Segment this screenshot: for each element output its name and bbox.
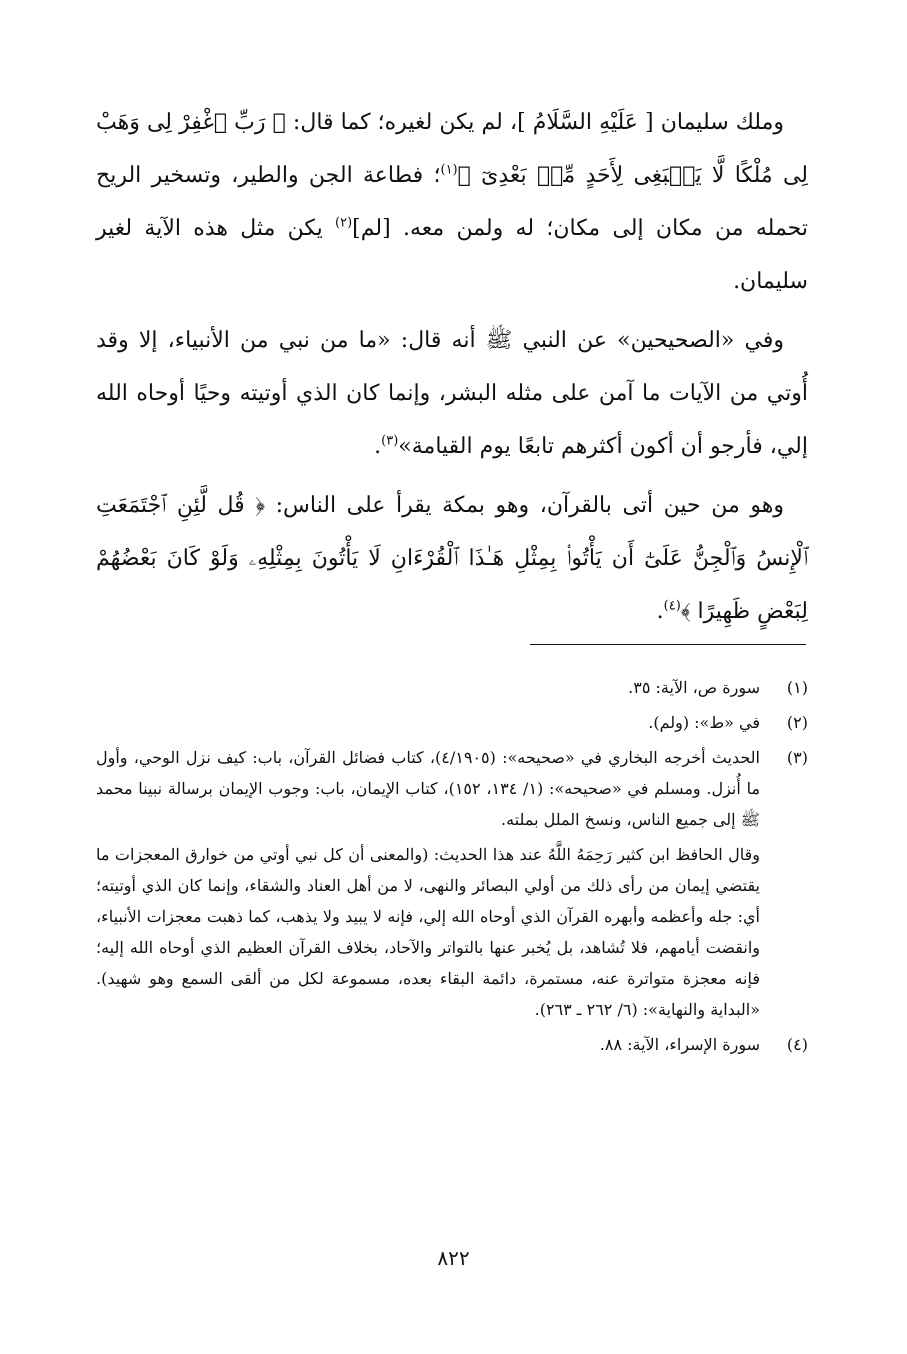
footnote-text: في «ط»: (ولم). [648,713,760,732]
footnote-ref: (١) [440,162,458,178]
footnote-text: الحديث أخرجه البخاري في «صحيحه»: (٤/١٩٠٥)، كتاب فضائل القرآن، باب: كيف نزل الوحي، وأول ما أُنزل. ومسلم في «صحيحه»: (١/ ١٣٤، ١٥٢)، كتاب الإيمان، باب: وجوب الإيمان برسالة نبينا محمد ﷺ إلى جميع الناس، ونسخ الملل بملته. [96,748,761,829]
footnote-ref: (٣) [381,433,399,449]
footnote-text: سورة ص، الآية: ٣٥. [628,678,760,697]
main-text [96,96,808,644]
footnote-ref: (٤) [663,598,681,614]
footnote-text: سورة الإسراء، الآية: ٨٨. [599,1035,760,1054]
footnote-4 [96,1029,808,1060]
main-paragraph-3 [96,479,808,638]
page-number: ٨٢٢ [437,1246,470,1270]
footnote-1 [96,672,808,703]
main-paragraph-2 [96,314,808,473]
footnote-3 [96,742,808,1025]
main-paragraph-1 [96,96,808,308]
footnote-ref: (٢) [335,215,353,231]
text-run: ؛ فطاعة الجن والطير، وتسخير الريح تحمله من مكان إلى مكان؛ له ولمن معه. [لم] [96,163,808,241]
footnotes [96,672,808,1064]
footnote-body [96,707,760,738]
footnote-number: (٣) [786,748,808,767]
footnote-divider [530,644,806,645]
text-run: . [656,599,664,624]
text-run: يكن مثل هذه الآية لغير سليمان. [96,216,808,294]
footnote-number: (٢) [786,713,808,732]
text-run: وفي «الصحيحين» عن النبي ﷺ أنه قال: «ما من نبي من الأنبياء، إلا وقد أُوتي من الآيات ما آمن على مثله البشر، وإنما كان الذي أوتيته وحيًا أوحاه الله إلي، فأرجو أن أكون أكثرهم تابعًا يوم القيامة» [96,328,808,459]
footnote-body [96,672,760,703]
footnote-text: وقال الحافظ ابن كثير رَحِمَهُ اللَّهُ عند هذا الحديث: (والمعنى أن كل نبي أوتي من خوارق المعجزات ما يقتضي إيمان من رأى ذلك من أولي البصائر والنهى، لا من أهل العناد والشقاء، وإنما كان الذي أوتيته؛ أي: جله وأعظمه وأبهره القرآن الذي أوحاه الله إلي، فإنه لا يبيد ولا يذهب، كما ذهبت معجزات الأنبياء، وانقضت أيامهم، فلا تُشاهد، بل يُخبر عنها بالتواتر والآحاد، بخلاف القرآن العظيم الذي أوحاه الله إليه؛ فإنه معجزة متواترة عنه، مستمرة، دائمة البقاء بعده، مسموعة لكل من ألقى السمع وهو شهيد). «البداية والنهاية»: (٦/ ٢٦٢ ـ ٢٦٣). [96,845,760,1019]
text-run: وهو من حين أتى بالقرآن، وهو بمكة يقرأ على الناس: ﴿ قُل لَّئِنِ ٱجْتَمَعَتِ ٱلْإِنسُ وَٱلْجِنُّ عَلَىٰٓ أَن يَأْتُوا۟ بِمِثْلِ هَـٰذَا ٱلْقُرْءَانِ لَا يَأْتُونَ بِمِثْلِهِۦ وَلَوْ كَانَ بَعْضُهُمْ لِبَعْضٍ ظَهِيرًا ﴾ [96,493,808,624]
footnote-number: (٤) [786,1035,808,1054]
footnote-number: (١) [786,678,808,697]
footnote-2 [96,707,808,738]
footnote-body [96,1029,760,1060]
footnote-body [96,742,760,1025]
text-run: وملك سليمان [ عَلَيْهِ السَّلَامُ ]، لم يكن لغيره؛ كما قال: ﴿ رَبِّ ٱغْفِرْ لِى وَهَبْ لِى مُلْكًا لَّا يَنۢبَغِى لِأَحَدٍ مِّنۢ بَعْدِىٓ ﴾ [96,110,808,188]
text-run: . [374,434,382,459]
